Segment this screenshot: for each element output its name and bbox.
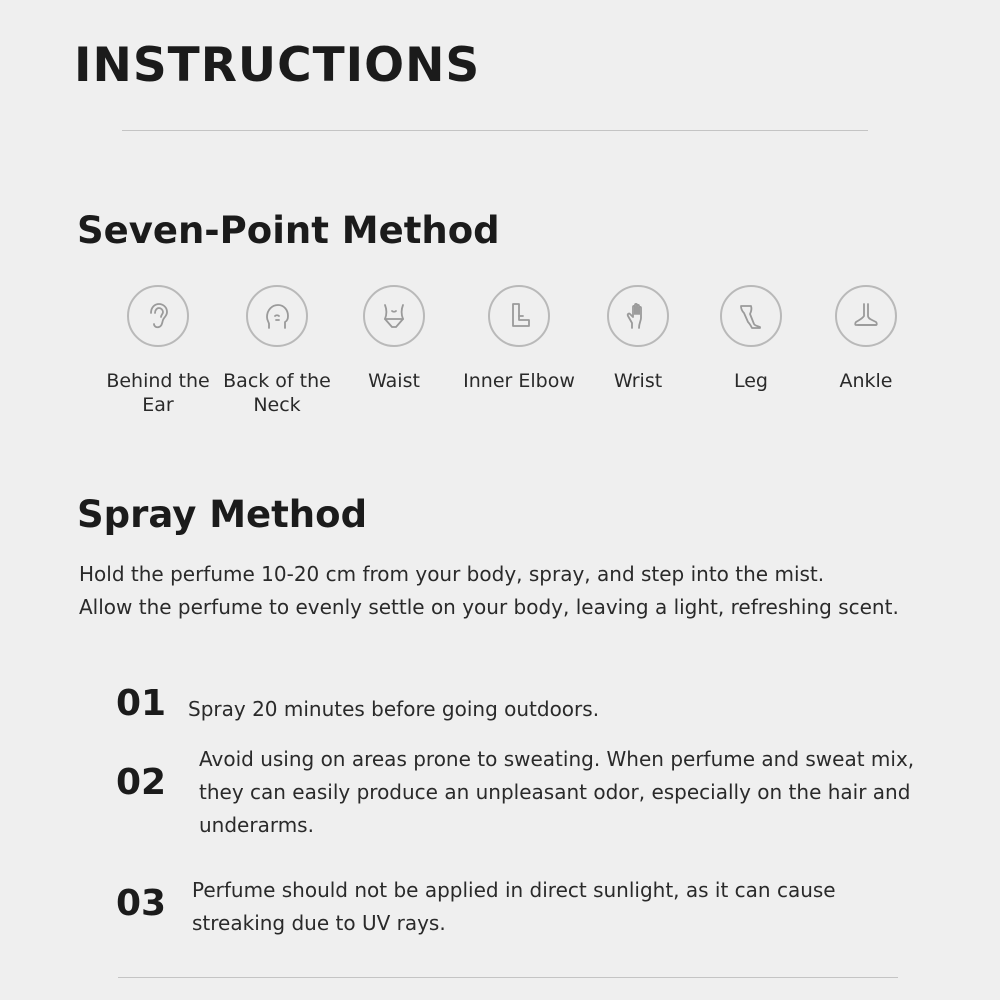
page-title: INSTRUCTIONS [74, 38, 481, 93]
spray-description-line: Allow the perfume to evenly settle on your body, leaving a light, refreshing scent. [79, 595, 899, 619]
seven-point-heading: Seven-Point Method [77, 209, 500, 252]
step-number: 03 [116, 883, 167, 924]
method-label: Ankle [839, 370, 893, 392]
wrist-icon [607, 285, 669, 347]
method-label: Waist [368, 370, 420, 392]
waist-icon [363, 285, 425, 347]
ankle-icon [835, 285, 897, 347]
spray-description-line: Hold the perfume 10-20 cm from your body, spray, and step into the mist. [79, 562, 825, 586]
step-text: Spray 20 minutes before going outdoors. [188, 697, 600, 721]
ear-icon [127, 285, 189, 347]
method-label: Leg [733, 370, 768, 392]
method-item-ankle [796, 285, 936, 393]
spray-heading: Spray Method [77, 493, 368, 536]
top-divider [122, 130, 868, 131]
method-label: Back of the Neck [223, 370, 331, 416]
step-number: 01 [116, 683, 167, 724]
leg-icon [720, 285, 782, 347]
elbow-icon [488, 285, 550, 347]
spray-description [79, 558, 979, 624]
step-text: Perfume should not be applied in direct sunlight, as it can cause streaking due to UV rays. [192, 878, 836, 935]
method-label: Wrist [613, 370, 663, 392]
step-text: Avoid using on areas prone to sweating. When perfume and sweat mix, they can easily produce an unpleasant odor, especially on the hair and underarms. [199, 747, 915, 837]
method-label: Inner Elbow [463, 370, 575, 392]
method-label: Behind the Ear [106, 370, 210, 416]
bottom-divider [118, 977, 898, 978]
method-item-waist [324, 285, 464, 393]
step-number: 02 [116, 762, 167, 803]
neck-icon [246, 285, 308, 347]
